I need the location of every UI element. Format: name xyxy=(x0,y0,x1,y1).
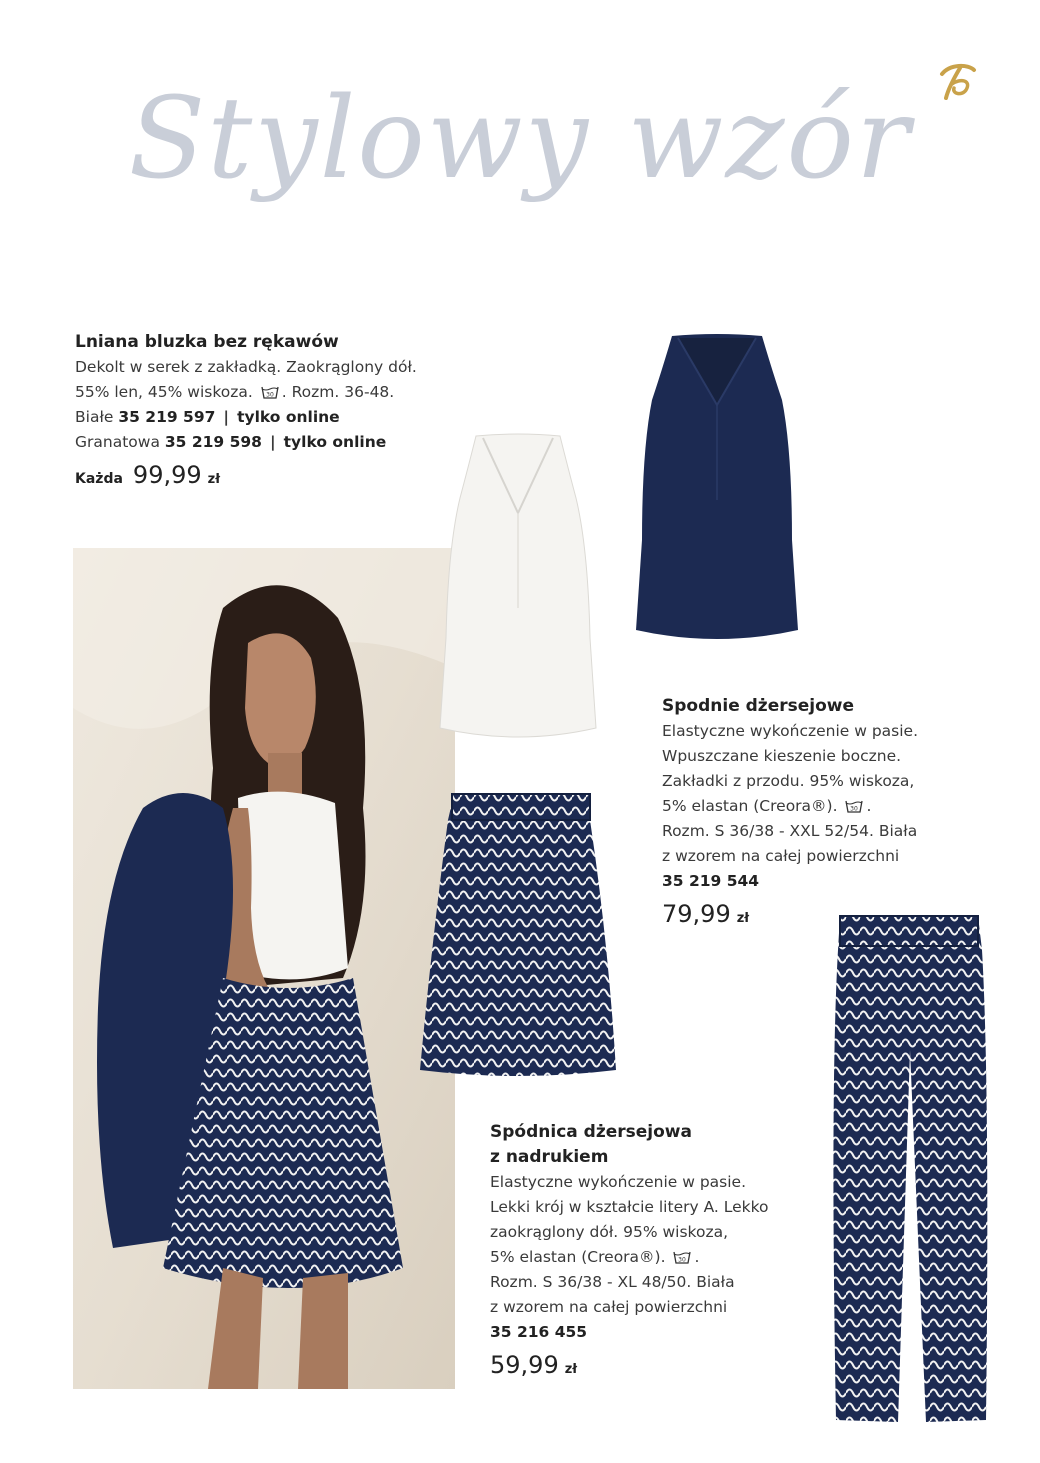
product-name: Spodnie dżersejowe xyxy=(662,696,855,716)
white-linen-blouse-image xyxy=(428,428,608,743)
product-description: Rozm. S 36/38 - XL 48/50. Biała xyxy=(490,1273,735,1291)
product-description: zaokrąglony dół. 95% wiskoza, xyxy=(490,1223,729,1241)
svg-text:30: 30 xyxy=(850,805,859,813)
wash-30-icon xyxy=(673,1251,691,1264)
price-row: 59,99 zł xyxy=(490,1351,578,1379)
printed-jersey-skirt-image xyxy=(418,790,618,1075)
wash-30-icon xyxy=(261,386,279,399)
price-row: 79,99 zł xyxy=(662,900,750,928)
product-description: Lekki krój w kształcie litery A. Lekko xyxy=(490,1198,769,1216)
product-name: z nadrukiem xyxy=(490,1147,609,1167)
product-description: z wzorem na całej powierzchni xyxy=(490,1298,728,1316)
skirt-info xyxy=(490,1120,820,1382)
product-description: Elastyczne wykończenie w pasie. xyxy=(662,722,919,740)
jersey-trousers-image xyxy=(818,910,998,1430)
price: 79,99 xyxy=(662,900,731,928)
variant-white: Białe 35 219 597 | tylko online xyxy=(75,408,340,426)
product-description: 5% elastan (Creora®). 30 . xyxy=(490,1248,700,1266)
online-only-note: tylko online xyxy=(283,433,387,451)
price-row: Każda 99,99 zł xyxy=(75,461,221,489)
blouse-info xyxy=(75,330,475,492)
product-description: 55% len, 45% wiskoza. 30 . Rozm. 36-48. xyxy=(75,383,395,401)
navy-linen-blouse-image xyxy=(632,330,802,645)
article-number: 35 219 598 xyxy=(164,433,262,451)
svg-text:30: 30 xyxy=(265,391,274,399)
product-description: Elastyczne wykończenie w pasie. xyxy=(490,1173,747,1191)
headline: Stylowy wzór xyxy=(128,74,912,204)
price: 99,99 xyxy=(132,461,202,489)
variant-navy: Granatowa 35 219 598 | tylko online xyxy=(75,433,387,451)
product-description: z wzorem na całej powierzchni xyxy=(662,847,900,865)
price: 59,99 xyxy=(490,1351,559,1379)
trousers-info xyxy=(662,694,992,931)
product-description: Zakładki z przodu. 95% wiskoza, xyxy=(662,772,915,790)
article-number: 35 219 597 xyxy=(118,408,216,426)
product-name: Lniana bluzka bez rękawów xyxy=(75,332,339,352)
article-number: 35 216 455 xyxy=(490,1323,588,1341)
article-number: 35 219 544 xyxy=(662,872,760,890)
wash-30-icon xyxy=(845,800,863,813)
product-description: Rozm. S 36/38 - XXL 52/54. Biała xyxy=(662,822,918,840)
product-name: Spódnica dżersejowa xyxy=(490,1122,692,1142)
tchibo-logo-icon xyxy=(934,58,980,104)
product-description: Dekolt w serek z zakładką. Zaokrąglony dół. xyxy=(75,358,417,376)
svg-text:30: 30 xyxy=(678,1256,687,1264)
model-photo xyxy=(73,548,455,1389)
product-description: Wpuszczane kieszenie boczne. xyxy=(662,747,902,765)
online-only-note: tylko online xyxy=(237,408,340,426)
product-description: 5% elastan (Creora®). 30 . xyxy=(662,797,872,815)
